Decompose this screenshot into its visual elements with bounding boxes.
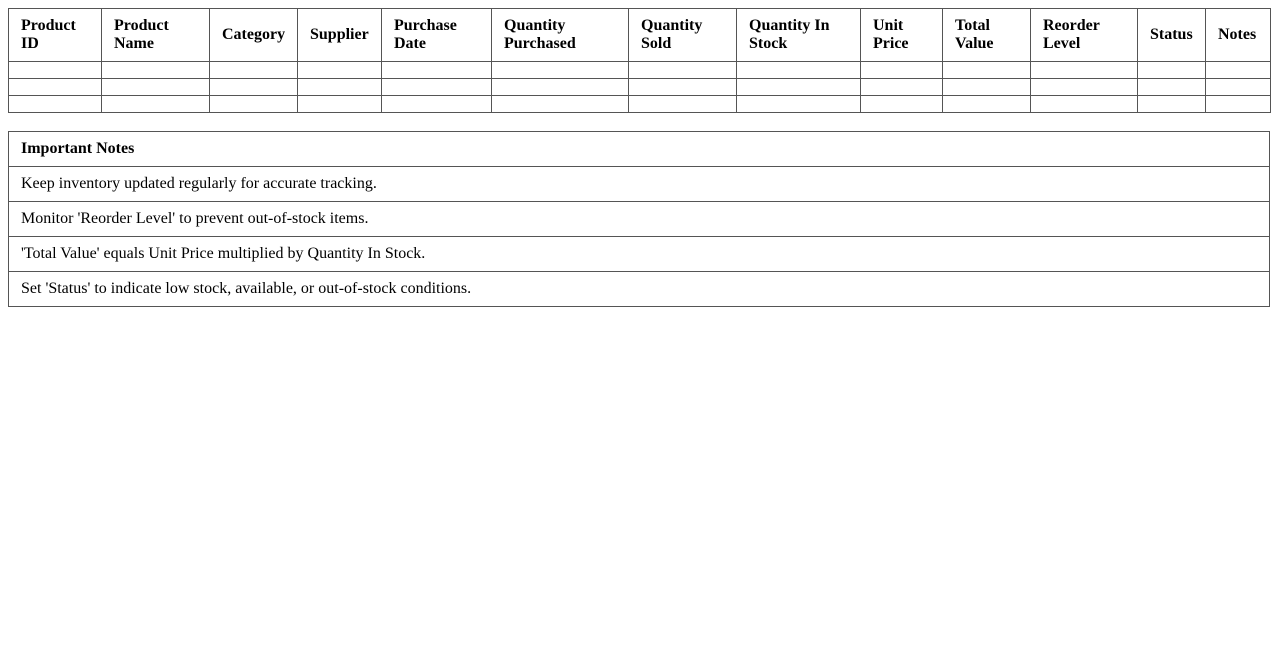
table-cell[interactable] xyxy=(1138,96,1206,113)
header-status[interactable]: Status xyxy=(1138,9,1206,62)
notes-title: Important Notes xyxy=(9,132,1270,167)
note-row xyxy=(9,167,1270,202)
header-unit-price[interactable]: Unit Price xyxy=(861,9,943,62)
table-cell[interactable] xyxy=(9,62,102,79)
table-cell[interactable] xyxy=(9,79,102,96)
table-cell[interactable] xyxy=(1138,79,1206,96)
table-cell[interactable] xyxy=(737,79,861,96)
table-cell[interactable] xyxy=(210,62,298,79)
header-quantity-in-stock[interactable]: Quantity In Stock xyxy=(737,9,861,62)
table-cell[interactable] xyxy=(861,62,943,79)
header-total-value[interactable]: Total Value xyxy=(943,9,1031,62)
table-cell[interactable] xyxy=(629,62,737,79)
table-cell[interactable] xyxy=(382,79,492,96)
note-text: Monitor 'Reorder Level' to prevent out-of-stock items. xyxy=(9,202,1270,237)
note-text: 'Total Value' equals Unit Price multiplied by Quantity In Stock. xyxy=(9,237,1270,272)
header-product-name[interactable]: Product Name xyxy=(102,9,210,62)
table-cell[interactable] xyxy=(492,62,629,79)
table-cell[interactable] xyxy=(210,96,298,113)
inventory-table xyxy=(8,8,1271,113)
table-cell[interactable] xyxy=(737,96,861,113)
table-cell[interactable] xyxy=(1031,79,1138,96)
note-text: Keep inventory updated regularly for accurate tracking. xyxy=(9,167,1270,202)
table-cell[interactable] xyxy=(298,96,382,113)
table-row xyxy=(9,96,1271,113)
table-cell[interactable] xyxy=(737,62,861,79)
table-cell[interactable] xyxy=(298,79,382,96)
table-row xyxy=(9,79,1271,96)
important-notes-table xyxy=(8,131,1270,307)
table-row xyxy=(9,62,1271,79)
table-cell[interactable] xyxy=(492,96,629,113)
table-cell[interactable] xyxy=(1206,96,1271,113)
table-cell[interactable] xyxy=(382,96,492,113)
table-cell[interactable] xyxy=(9,96,102,113)
notes-header-row xyxy=(9,132,1270,167)
table-cell[interactable] xyxy=(861,96,943,113)
note-row xyxy=(9,202,1270,237)
table-cell[interactable] xyxy=(629,79,737,96)
note-row xyxy=(9,237,1270,272)
header-product-id[interactable]: Product ID xyxy=(9,9,102,62)
header-quantity-purchased[interactable]: Quantity Purchased xyxy=(492,9,629,62)
table-cell[interactable] xyxy=(1206,62,1271,79)
table-cell[interactable] xyxy=(210,79,298,96)
table-cell[interactable] xyxy=(1031,62,1138,79)
table-cell[interactable] xyxy=(298,62,382,79)
table-cell[interactable] xyxy=(1138,62,1206,79)
table-cell[interactable] xyxy=(943,79,1031,96)
note-row xyxy=(9,272,1270,307)
table-cell[interactable] xyxy=(861,79,943,96)
table-cell[interactable] xyxy=(102,62,210,79)
table-cell[interactable] xyxy=(943,96,1031,113)
table-cell[interactable] xyxy=(1031,96,1138,113)
table-cell[interactable] xyxy=(102,96,210,113)
header-reorder-level[interactable]: Reorder Level xyxy=(1031,9,1138,62)
table-header-row xyxy=(9,9,1271,62)
table-cell[interactable] xyxy=(629,96,737,113)
header-category[interactable]: Category xyxy=(210,9,298,62)
header-supplier[interactable]: Supplier xyxy=(298,9,382,62)
table-cell[interactable] xyxy=(382,62,492,79)
header-purchase-date[interactable]: Purchase Date xyxy=(382,9,492,62)
header-notes[interactable]: Notes xyxy=(1206,9,1271,62)
table-cell[interactable] xyxy=(492,79,629,96)
table-cell[interactable] xyxy=(102,79,210,96)
note-text: Set 'Status' to indicate low stock, available, or out-of-stock conditions. xyxy=(9,272,1270,307)
table-cell[interactable] xyxy=(1206,79,1271,96)
header-quantity-sold[interactable]: Quantity Sold xyxy=(629,9,737,62)
table-cell[interactable] xyxy=(943,62,1031,79)
